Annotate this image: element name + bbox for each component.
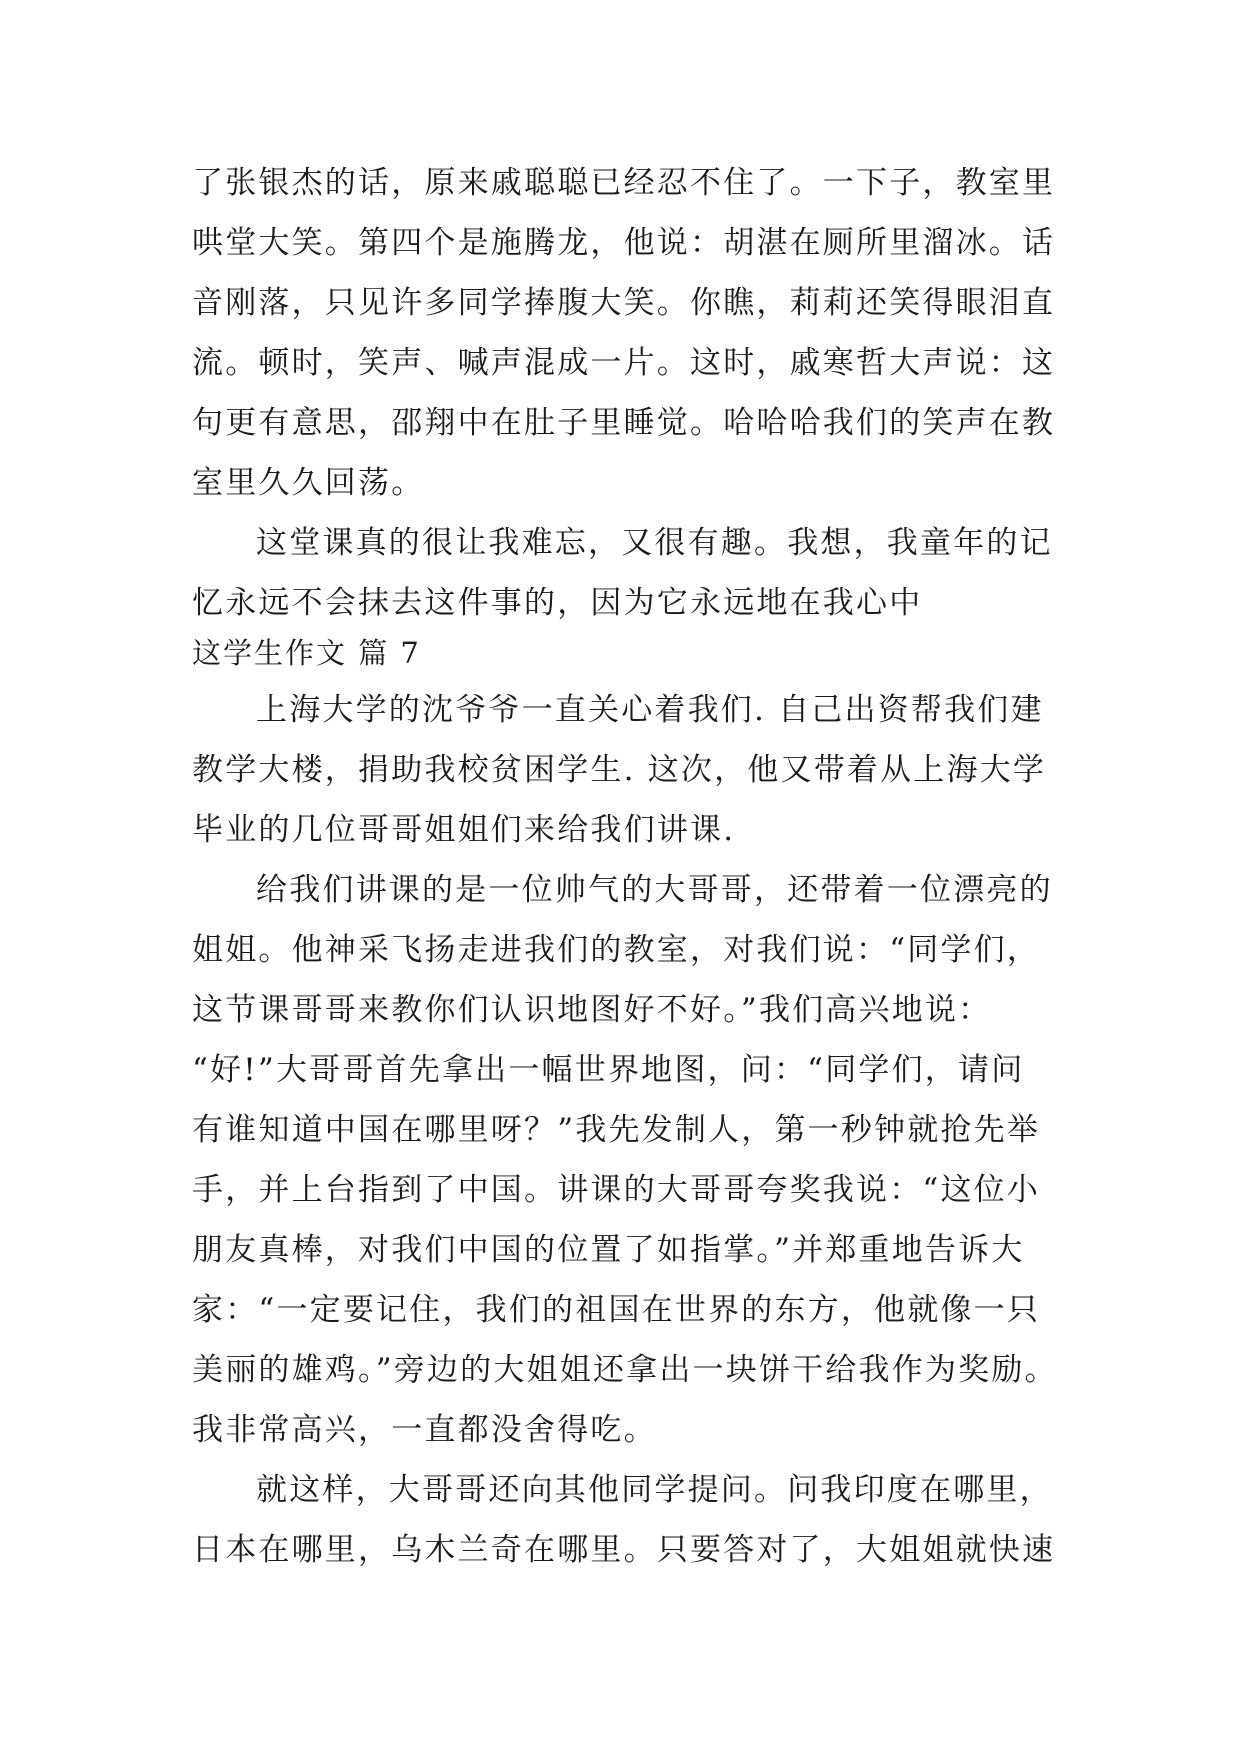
text-line: 就这样，大哥哥还向其他同学提问。问我印度在哪里，	[256, 1472, 1053, 1508]
text-line: 美丽的雄鸡。”旁边的大姐姐还拿出一块饼干给我作为奖励。	[192, 1352, 1058, 1388]
text-line: 忆永远不会抹去这件事的，因为它永远地在我心中	[192, 585, 923, 621]
text-line: 家：“一定要记住，我们的祖国在世界的东方，他就像一只	[192, 1292, 1041, 1328]
text-line: 教学大楼，捐助我校贫困学生. 这次，他又带着从上海大学	[192, 752, 1047, 788]
text-line: 室里久久回荡。	[192, 465, 425, 501]
text-line: 姐姐。他神采飞扬走进我们的教室，对我们说：“同学们，	[192, 932, 1041, 968]
text-line: 流。顿时，笑声、喊声混成一片。这时，戚寒哲大声说：这	[192, 345, 1056, 381]
text-line: 毕业的几位哥哥姐姐们来给我们讲课.	[192, 812, 736, 848]
text-line: 这堂课真的很让我难忘，又很有趣。我想，我童年的记	[256, 525, 1053, 561]
text-line: 给我们讲课的是一位帅气的大哥哥，还带着一位漂亮的	[256, 872, 1053, 908]
text-line: 朋友真棒，对我们中国的位置了如指掌。”并郑重地告诉大	[192, 1232, 1025, 1268]
text-line: 句更有意思，邵翔中在肚子里睡觉。哈哈哈我们的笑声在教	[192, 405, 1056, 441]
text-line: 哄堂大笑。第四个是施腾龙，他说：胡湛在厕所里溜冰。话	[192, 225, 1056, 261]
text-line: 上海大学的沈爷爷一直关心着我们. 自己出资帮我们建	[256, 692, 1044, 728]
section-heading: 这学生作文 篇 7	[192, 636, 421, 670]
text-line: 日本在哪里，乌木兰奇在哪里。只要答对了，大姐姐就快速	[192, 1532, 1056, 1568]
text-line: 我非常高兴，一直都没舍得吃。	[192, 1412, 657, 1448]
text-line: 音刚落，只见许多同学捧腹大笑。你瞧，莉莉还笑得眼泪直	[192, 285, 1056, 321]
text-line: 有谁知道中国在哪里呀？”我先发制人，第一秒钟就抢先举	[192, 1112, 1041, 1148]
text-line: “好!”大哥哥首先拿出一幅世界地图，问：“同学们，请问	[192, 1052, 1025, 1088]
text-line: 这节课哥哥来教你们认识地图好不好。”我们高兴地说：	[192, 992, 992, 1028]
text-line: 了张银杰的话，原来戚聪聪已经忍不住了。一下子，教室里	[192, 165, 1056, 201]
text-line: 手，并上台指到了中国。讲课的大哥哥夸奖我说：“这位小	[192, 1172, 1041, 1208]
